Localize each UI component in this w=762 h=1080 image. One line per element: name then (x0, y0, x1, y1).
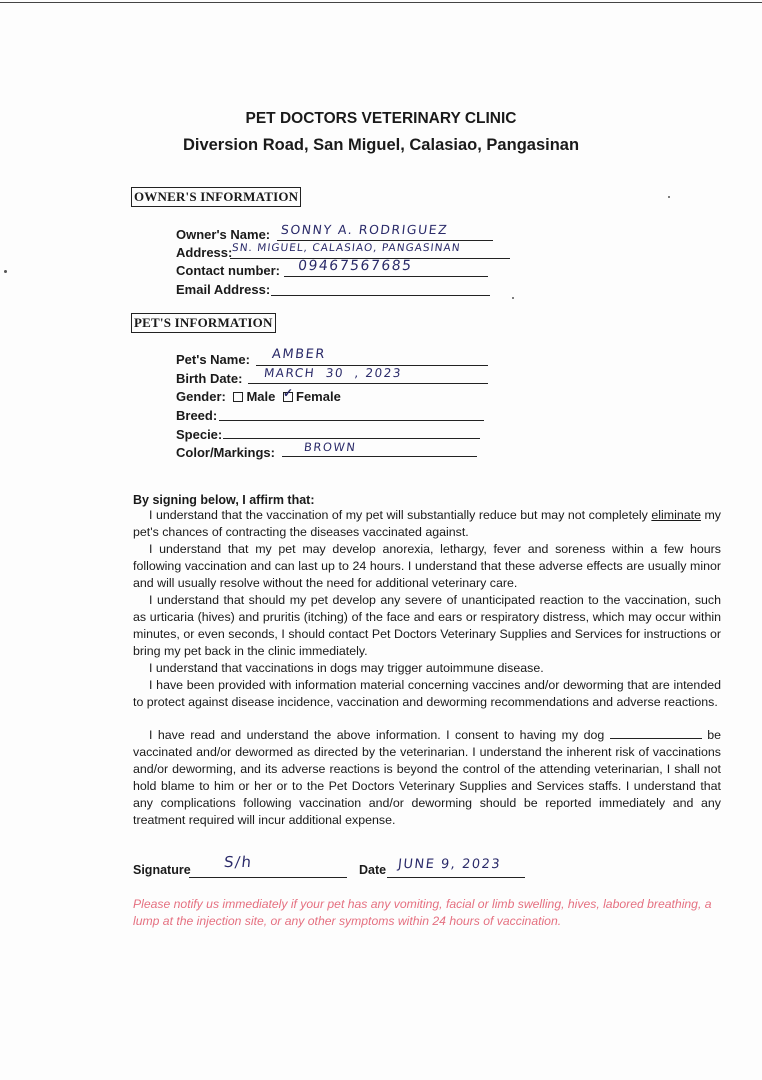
clinic-name: PET DOCTORS VETERINARY CLINIC (245, 110, 517, 127)
owner-name-value: SONNY A. RODRIGUEZ (280, 222, 449, 237)
affirmation-heading: By signing below, I affirm that: (133, 493, 315, 507)
affirmation-paragraph-5: I have been provided with information material concerning vaccines and/or deworming that are intended to protect against disease incidence, vaccination and deworming recommendations and adverse reactions. (133, 678, 721, 709)
female-label: Female (296, 389, 341, 404)
email-label: Email Address: (176, 282, 271, 297)
owner-name-label: Owner's Name: (176, 227, 271, 242)
male-label: Male (246, 389, 276, 404)
pet-section-heading: PET'S INFORMATION (131, 313, 276, 333)
birth-date-label: Birth Date: (176, 371, 243, 386)
signature-label: Signature (133, 863, 191, 877)
color-markings-label: Color/Markings: (176, 445, 275, 460)
post-vaccination-notice: Please notify us immediately if your pet has any vomiting, facial or limb swelling, hives, labored breathing, a lump at the injection site, or any other symptoms within 24 hours of vaccination. (133, 897, 712, 928)
date-label: Date (359, 863, 387, 877)
female-checkbox[interactable] (283, 392, 293, 402)
gender-row (176, 389, 341, 404)
breed-label: Breed: (176, 408, 218, 423)
owner-address-label: Address: (176, 245, 233, 260)
specie-label: Specie: (176, 427, 223, 442)
affirmation-paragraph-6: I have read and understand the above information. I consent to having my dog be vaccinated and/or dewormed as directed by the veterinarian. I understand the inherent risk of vaccinations and/or deworming, and its adverse reactions is beyond the control of the attending veterinarian, I shall not hold blame to him or her or to the Pet Doctors Veterinary Supplies and Services staffs. I understand that any complications following vaccination and/or deworming should be reported immediately and any treatment required will incur additional expense. (133, 728, 722, 827)
affirmation-paragraph-3: I understand that should my pet develop any severe of unanticipated reaction to the vaccination, such as urticaria (hives) and pruritis (itching) of the face and ears or respiratory distress, which may occur within minutes, or even seconds, I should contact Pet Doctors Veterinary Supplies and Services for instructions or bring my pet back in the clinic immediately. (133, 593, 721, 658)
color-markings-value: BROWN (303, 440, 358, 454)
scan-speck (668, 196, 670, 198)
eliminate-underlined: eliminate (651, 508, 701, 522)
scan-speck (512, 297, 514, 299)
affirmation-paragraph-2: I understand that my pet may develop anorexia, lethargy, fever and soreness within a few hours following vaccination and can last up to 24 hours. I understand that these adverse effects are usually minor and will usually resolve without the need for additional veterinary care. (133, 542, 721, 590)
contact-number-label: Contact number: (176, 263, 280, 278)
affirmation-paragraph-4: I understand that vaccinations in dogs may trigger autoimmune disease. (149, 661, 544, 675)
pet-name-label: Pet's Name: (176, 352, 250, 367)
scan-edge-line (0, 2, 762, 3)
dog-name-blank[interactable] (610, 728, 702, 739)
pet-name-value: AMBER (271, 347, 327, 362)
gender-label: Gender: (176, 389, 226, 404)
signature-field[interactable] (189, 863, 347, 878)
breed-field[interactable] (219, 406, 484, 421)
contact-number-value: 09467567685 (297, 258, 414, 274)
owner-section-heading: OWNER'S INFORMATION (131, 187, 301, 207)
owner-address-value: SN. MIGUEL, CALASIAO, PANGASINAN (231, 242, 462, 254)
email-field[interactable] (271, 281, 490, 296)
affirmation-paragraph-1: I understand that the vaccination of my pet will substantially reduce but may not completely eliminate my pet's chances of contracting the diseases vaccinated against. (133, 508, 721, 539)
scan-speck (4, 270, 7, 273)
clinic-address: Diversion Road, San Miguel, Calasiao, Pangasinan (182, 136, 580, 154)
specie-field[interactable] (223, 424, 480, 439)
date-value: JUNE 9, 2023 (397, 857, 502, 872)
signature-value: S/h (223, 853, 254, 871)
birth-date-value: MARCH 30 , 2023 (263, 366, 403, 380)
male-checkbox[interactable] (233, 392, 243, 402)
